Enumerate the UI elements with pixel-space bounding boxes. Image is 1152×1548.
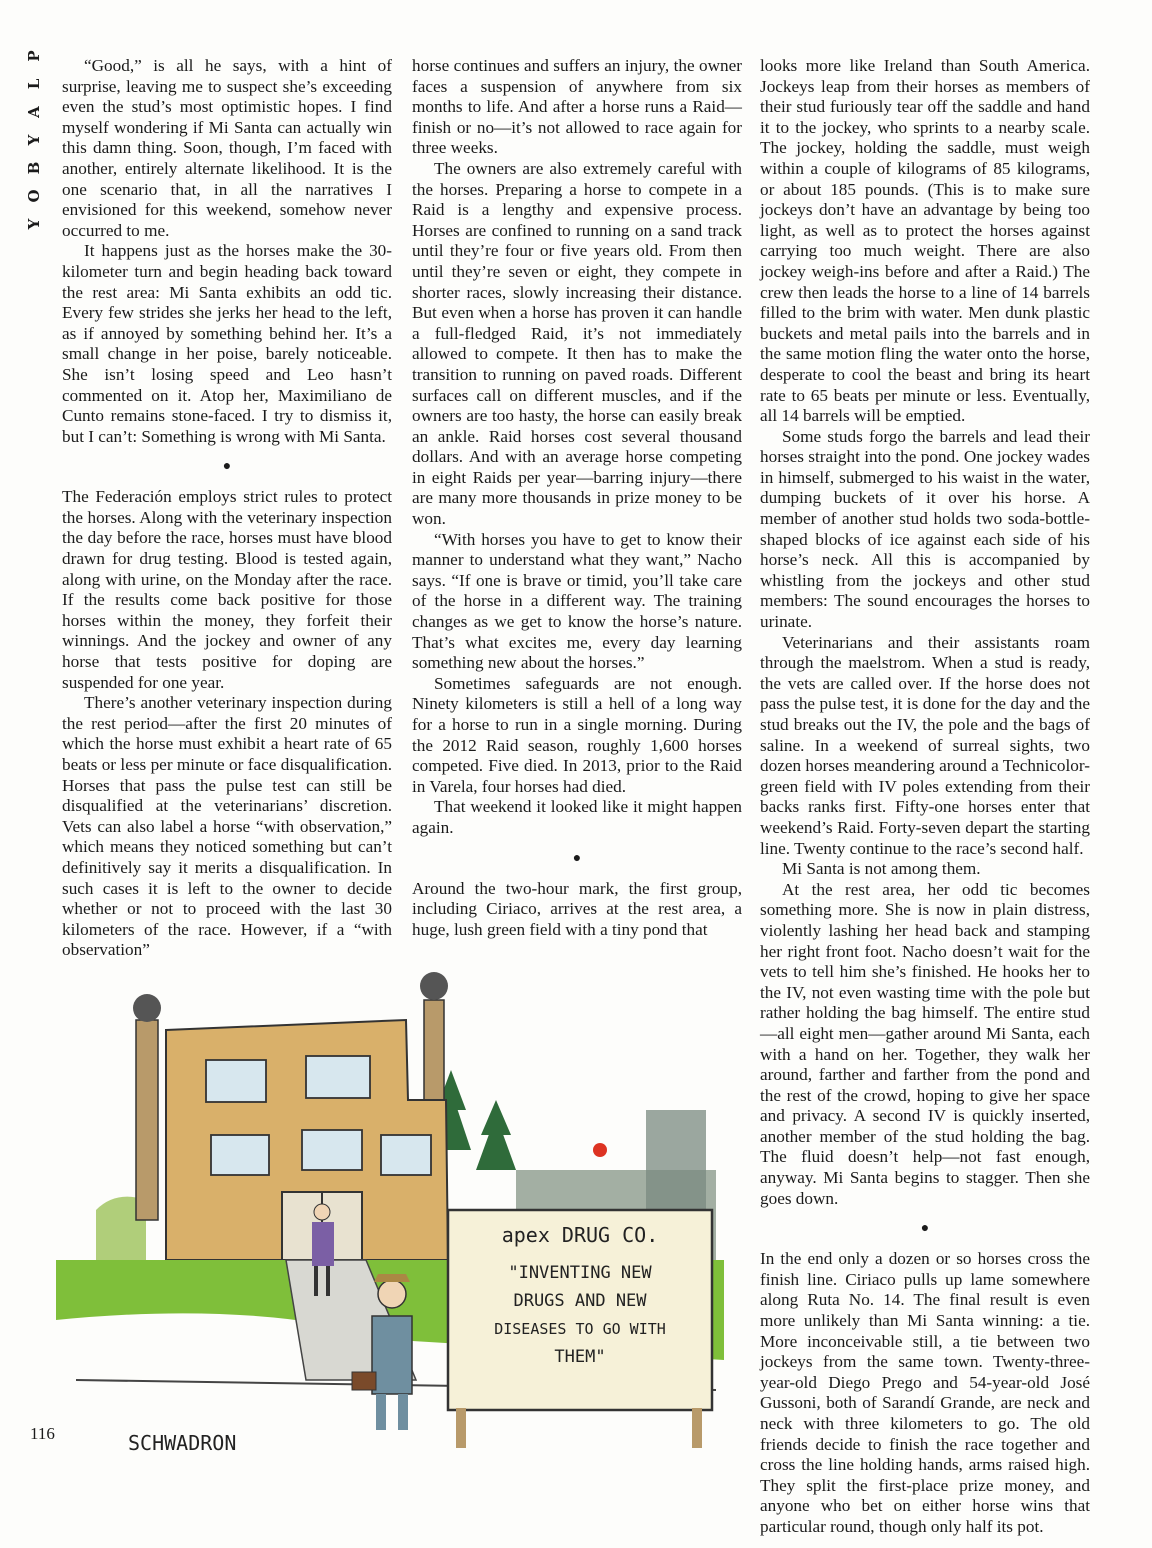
text-column-1 (62, 56, 392, 961)
paragraph: horse continues and suffers an injury, the owner faces a suspension of anywhere from six months to life. And after a horse runs a Raid—finish or no—it’s not allowed to race again for three weeks. (412, 56, 742, 158)
masthead-letter: B (25, 161, 43, 175)
paragraph: Veterinarians and their assistants roam through the maelstrom. When a stud is ready, the vets are called over. If the horse does not pass the pulse test, it is done for the day and the stud breaks out the IV, the pole and the bags of saline. In a weekend of surreal sights, two dozen horses meandering around a Technicolor-green field with IV poles extending from their backs ranks first. Fifty-one horses enter that weekend’s Raid. Forty-seven depart the starting line. Twenty continue to the race’s second half. (760, 632, 1090, 858)
paragraph: “With horses you have to get to know their manner to understand what they want,” Nacho says. “If one is brave or timid, you’ll take care of the horse in a different way. The training changes as we get to know the horse’s nature. That’s what excites me, every day learning something new about the horses.” (412, 529, 742, 673)
masthead-letter: P (25, 50, 43, 62)
sign-title: apex DRUG CO. (501, 1223, 659, 1247)
cartoonist-signature: SCHWADRON (128, 1431, 237, 1455)
paragraph: It happens just as the horses make the 30-kilometer turn and begin heading back toward the rest area: Mi Santa exhibits an odd tic. Every few strides she jerks her head to the left, as if annoyed by something behind her. It’s a small change in her poise, barely noticeable. She isn’t losing speed and Leo hasn’t commented on it. Atop her, Maximiliano de Cunto remains stone-faced. I try to dismiss it, but I can’t: Something is wrong with Mi Santa. (62, 241, 392, 446)
masthead-letter: Y (25, 218, 43, 230)
section-separator: ● (572, 850, 582, 866)
paragraph: The Federación employs strict rules to protect the horses. Along with the veterinary inspection the day before the race, horses must have blood drawn for drug testing. Blood is tested again, along with urine, on the Monday after the race. If the results come back positive for those horses within the money, they forfeit their winnings. And the jockey and owner of any horse that tests positive for doping are suspended for one year. (62, 487, 392, 692)
sign-line: DRUGS AND NEW (513, 1291, 647, 1311)
paragraph: Some studs forgo the barrels and lead their horses straight into the pond. One jockey wades in himself, submerged to his waist in the water, dumping buckets of it over his horse. A member of another stud holds two soda-bottle-shaped blocks of ice against each side of his horse’s neck. All this is accompanied by whistling from the jockeys and other stud members: The sound encourages the horses to urinate. (760, 426, 1090, 632)
paragraph: Mi Santa is not among them. (782, 859, 981, 879)
sign-line: "INVENTING NEW (508, 1263, 652, 1283)
paragraph: “Good,” is all he says, with a hint of surprise, leaving me to suspect she’s exceeding even the stud’s most optimistic hopes. I find myself wondering if Mi Santa can actually win this damn thing. Soon, though, I’m faced with another, entirely alternate likelihood. It is the one scenario that, in all the narratives I envisioned for this weekend, somehow never occurred to me. (62, 56, 392, 240)
masthead-letter: O (25, 189, 43, 203)
cartoon-illustration (56, 960, 724, 1500)
paragraph: At the rest area, her odd tic becomes something more. She is now in plain distress, violently lashing her head back and stamping her right front foot. Nacho doesn’t wait for the vets to tell him she’s finished. He hooks her to the IV, not even wasting time with the pole but rather holding the bag himself. The entire stud—all eight men—gather around Mi Santa, each with a hand on her. Together, they walk her around, farther and farther from the pond and the rest of the crowd, hoping to give her space and privacy. A second IV is quickly inserted, another member of the stud holding the bag. The fluid doesn’t help—not fast enough, anyway. Mi Santa begins to stagger. Then she goes down. (760, 879, 1090, 1208)
page-number: 116 (30, 1424, 55, 1443)
masthead-letter: Y (25, 134, 43, 146)
paragraph: looks more like Ireland than South America. Jockeys leap from their horses as members of their stud furiously tear off the saddle and hand it to the jockey, who sprints to a nearby scale. The jockey, holding the saddle, must weigh within a couple of kilograms of 85 kilograms, or about 185 pounds. (This is to make sure jockeys don’t have an advantage by being too light, as well as to protect the horses against carrying too much weight. There are also jockey weigh-ins before and after a Raid.) The crew then leads the horse to a line of 14 barrels filled to the brim with water. Men dunk plastic buckets and metal pails into the barrels and in the same motion fling the water onto the horse, desperate to cool the beast and bring its heart rate to 65 beats per minute or less. Eventually, all 14 barrels will be emptied. (760, 56, 1090, 426)
masthead-vertical (22, 44, 46, 234)
paragraph: In the end only a dozen or so horses cross the finish line. Ciriaco pulls up lame somewhere along Ruta No. 14. The final result is even more unlikely than Mi Santa winning: a tie. More inconceivable still, a tie between two jockeys from the same town. Twenty-three-year-old Diego Prego and 54-year-old José Gussoni, both of Sarandí Grande, are neck and neck with three kilometers to go. The old friends decide to finish the race together and cross the line holding hands, arms raised high. They split the first-place prize money, and anyone who bet on either horse wins that particular round, though only half its pot. (760, 1249, 1090, 1536)
text-column-2 (412, 56, 742, 940)
masthead-letter: L (25, 78, 43, 90)
text-column-3 (760, 56, 1090, 1538)
section-separator: ● (920, 1221, 930, 1237)
paragraph: The owners are also extremely careful with the horses. Preparing a horse to compete in a Raid is a lengthy and expensive process. Horses are confined to running on a sand track until they’re four or five years old. From then until they’re seven or eight, they compete in shorter races, slowly increasing their distance. But even when a horse has proven it can handle a full-fledged Raid, it’s not immediately allowed to compete. It then has to make the transition to running on paved roads. Different surfaces call on different muscles, and if the owners are too hasty, the horse can easily break an ankle. Raid horses cost several thousand dollars. And with an average horse competing in eight Raids per year—barring injury—there are many more thousands in prize money to be won. (412, 158, 742, 529)
section-separator: ● (222, 459, 232, 475)
paragraph: That weekend it looked like it might happen again. (412, 797, 742, 837)
paragraph: Sometimes safeguards are not enough. Ninety kilometers is still a hell of a long way for a horse to run in a single morning. During the 2012 Raid season, roughly 1,600 horses competed. Five died. In 2013, prior to the Raid in Varela, four horses had died. (412, 673, 742, 796)
masthead-letter: A (25, 106, 43, 118)
paragraph: Around the two-hour mark, the first group, including Ciriaco, arrives at the rest area, a huge, lush green field with a tiny pond that (412, 878, 742, 939)
sign-line: THEM" (554, 1347, 606, 1367)
sign-line: DISEASES TO GO WITH (494, 1320, 666, 1338)
paragraph: There’s another veterinary inspection during the rest period—after the first 20 minutes of which the horse must exhibit a heart rate of 65 beats or less per minute or face disqualification. Horses that pass the pulse test can still be disqualified at the veterinarians’ discretion. Vets can also label a horse “with observation,” which means they noticed something but can’t definitively say it merits a disqualification. In such cases it is left to the owner to decide whether or not to proceed with the last 30 kilometers of the race. However, if a “with observation” (62, 693, 392, 960)
